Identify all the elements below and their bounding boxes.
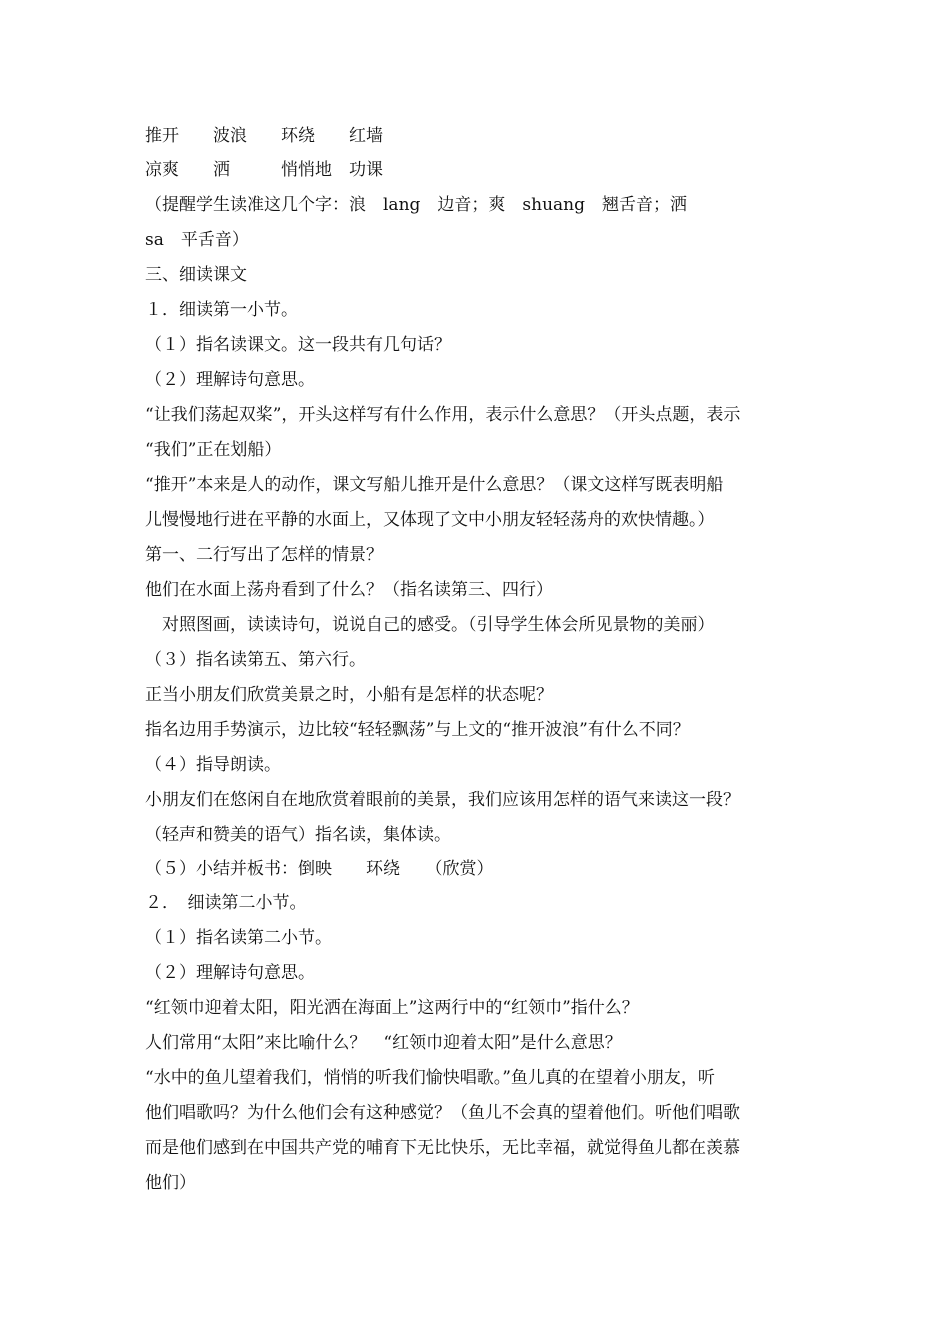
text-line: 对照图画，读读诗句，说说自己的感受。（引导学生体会所见景物的美丽）: [145, 615, 715, 635]
text-line: ２． 细读第二小节。: [145, 893, 307, 913]
text-line: 指名边用手势演示，边比较“轻轻飘荡”与上文的“推开波浪”有什么不同？: [145, 720, 690, 740]
text-line: 而是他们感到在中国共产党的哺育下无比快乐，无比幸福，就觉得鱼儿都在羡慕: [145, 1138, 740, 1158]
text-line: １．细读第一小节。: [145, 300, 298, 320]
text-line: 人们常用“太阳”来比喻什么？ “红领巾迎着太阳”是什么意思？: [145, 1033, 622, 1053]
text-line: （１）指名读第二小节。: [145, 928, 332, 948]
text-line: “水中的鱼儿望着我们，悄悄的听我们愉快唱歌。”鱼儿真的在望着小朋友，听: [145, 1068, 715, 1088]
section-heading: 三、细读课文: [145, 265, 247, 285]
text-line: 儿慢慢地行进在平静的水面上，又体现了文中小朋友轻轻荡舟的欢快情趣。）: [145, 510, 715, 530]
text-line: “推开”本来是人的动作，课文写船儿推开是什么意思？（课文这样写既表明船: [145, 475, 724, 495]
text-line: 推开 波浪 环绕 红墙: [145, 126, 383, 146]
text-line: （４）指导朗读。: [145, 755, 281, 775]
text-line: “红领巾迎着太阳，阳光洒在海面上”这两行中的“红领巾”指什么？: [145, 998, 639, 1018]
text-line: “我们”正在划船）: [145, 440, 282, 460]
text-line: 他们）: [145, 1173, 196, 1193]
text-line: 正当小朋友们欣赏美景之时，小船有是怎样的状态呢？: [145, 685, 553, 705]
text-line: 凉爽 洒 悄悄地 功课: [145, 160, 383, 180]
text-line: 他们在水面上荡舟看到了什么？（指名读第三、四行）: [145, 580, 553, 600]
text-line: “让我们荡起双桨”，开头这样写有什么作用，表示什么意思？（开头点题，表示: [145, 405, 741, 425]
text-line: 小朋友们在悠闲自在地欣赏着眼前的美景，我们应该用怎样的语气来读这一段？: [145, 790, 740, 810]
text-line: 他们唱歌吗？为什么他们会有这种感觉？（鱼儿不会真的望着他们。听他们唱歌: [145, 1103, 740, 1123]
text-line: sa 平舌音）: [145, 230, 249, 250]
text-line: （２）理解诗句意思。: [145, 963, 315, 983]
text-line: （２）理解诗句意思。: [145, 370, 315, 390]
text-line: （１）指名读课文。这一段共有几句话？: [145, 335, 451, 355]
text-line: （提醒学生读准这几个字：浪 lang 边音；爽 shuang 翘舌音；洒: [145, 195, 687, 215]
text-line: （轻声和赞美的语气）指名读，集体读。: [145, 825, 451, 845]
text-line: （３）指名读第五、第六行。: [145, 650, 366, 670]
text-line: 第一、二行写出了怎样的情景？: [145, 545, 383, 565]
text-line: （５）小结并板书：倒映 环绕 （欣赏）: [145, 859, 494, 879]
